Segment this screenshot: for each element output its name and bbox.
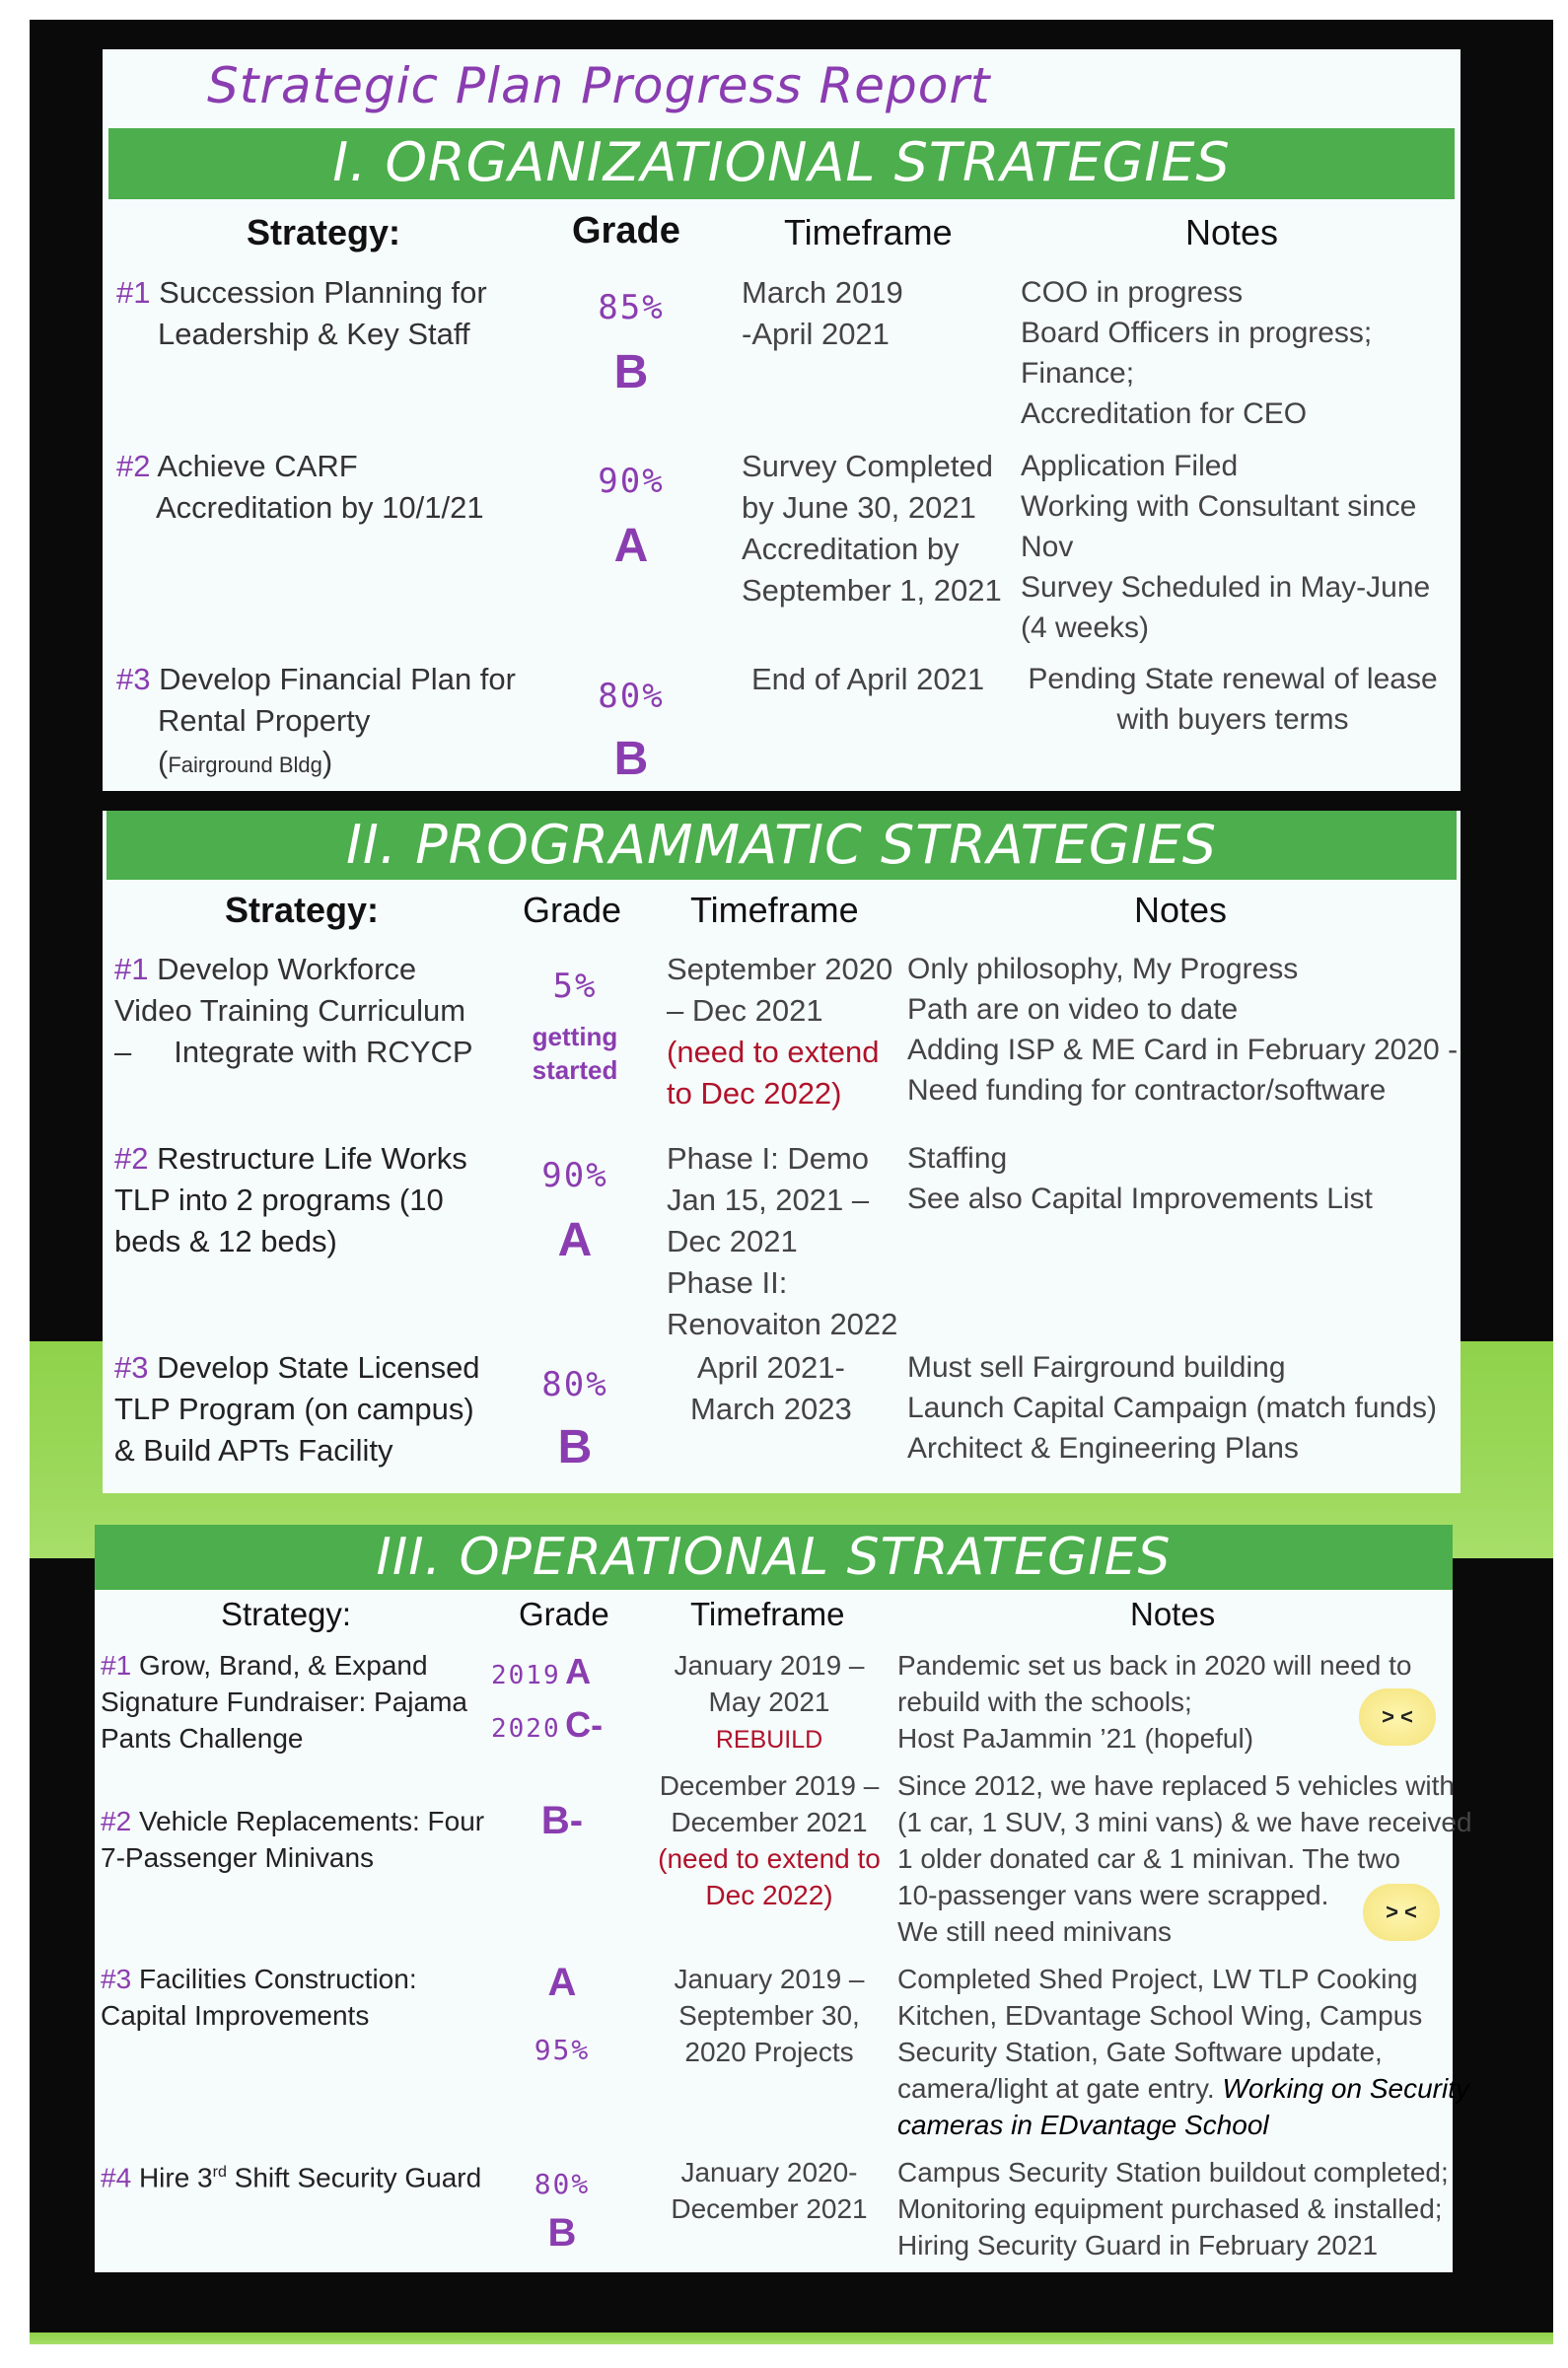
s3-row1-y2: 2020	[491, 1714, 561, 1744]
s2-row3-tf2: March 2023	[690, 1392, 852, 1426]
s1-row2-n4: Survey Scheduled in May-June	[1021, 571, 1431, 604]
s3-row1-n3: Host PaJammin ’21 (hopeful)	[897, 1723, 1254, 1754]
s3-row3-n1: Completed Shed Project, LW TLP Cooking	[897, 1964, 1418, 1994]
s2-row3-n3: Architect & Engineering Plans	[907, 1432, 1299, 1465]
s1-row3-num: #3	[116, 662, 151, 696]
s2-row1-s2: Video Training Curriculum	[114, 993, 466, 1028]
s2-row1-n3: Adding ISP & ME Card in February 2020 -	[907, 1034, 1459, 1066]
s3-row2-tf3: (need to extend to	[658, 1843, 881, 1874]
background-green-strip	[30, 2332, 1553, 2344]
s1-row3-strategy: #3 Develop Financial Plan for Rental Property (Fairground Bldg)	[116, 662, 516, 779]
s3-row2-s2: 7-Passenger Minivans	[101, 1842, 375, 1873]
s1-row1-num: #1	[116, 275, 151, 310]
s1-row2-tf2: by June 30, 2021	[742, 490, 976, 525]
report-title: Strategic Plan Progress Report	[207, 57, 991, 114]
s2-row3-notes	[907, 1347, 1437, 1469]
s1-row2-tf1: Survey Completed	[742, 449, 994, 483]
s2-row2-num: #2	[114, 1141, 149, 1176]
s3-row1-grade-2019	[491, 1651, 591, 1692]
s1-row2-n3: Nov	[1021, 531, 1074, 563]
s1-col-timeframe: Timeframe	[784, 212, 953, 252]
s2-row3-letter: B	[557, 1421, 593, 1473]
s3-row4-n2: Monitoring equipment purchased & installed;	[897, 2193, 1443, 2224]
s2-row3-tf1: April 2021-	[696, 1350, 845, 1385]
s1-row1-notes	[1021, 272, 1372, 434]
s2-row2-s1: Restructure Life Works	[157, 1141, 467, 1176]
s3-row1-num: #1	[101, 1650, 132, 1681]
s2-row3-num: #3	[114, 1350, 149, 1385]
s3-row2-tf2: December 2021	[671, 1807, 868, 1837]
s3-row1-s2: Signature Fundraiser: Pajama	[101, 1686, 467, 1717]
s1-row3-n2: with buyers terms	[1116, 703, 1349, 736]
s3-row1-tf2: May 2021	[708, 1686, 830, 1717]
s1-col-notes: Notes	[1185, 212, 1279, 252]
s3-row3-timeframe	[661, 1961, 878, 2070]
s3-row1-y1: 2019	[491, 1661, 561, 1690]
s2-row1-n2: Path are on video to date	[907, 993, 1239, 1026]
s1-row2-notes	[1021, 446, 1430, 648]
s3-row4-s1b: Shift Security Guard	[226, 2162, 482, 2193]
s2-row2-s3: beds & 12 beds)	[114, 1224, 337, 1258]
s3-row2-strategy	[101, 1803, 484, 1876]
s3-row4-n1: Campus Security Station buildout completed;	[897, 2157, 1449, 2188]
s3-row3-pct: 95%	[534, 2034, 591, 2066]
s3-row2-tf4: Dec 2022)	[705, 1880, 833, 1910]
s2-row1-tf1: September 2020	[667, 952, 893, 986]
s3-row4-timeframe	[661, 2154, 878, 2227]
section3-header: III. OPERATIONAL STRATEGIES	[95, 1525, 1453, 1590]
s3-row3-n5: cameras in EDvantage School	[897, 2110, 1269, 2140]
s3-row2-n1: Since 2012, we have replaced 5 vehicles with	[897, 1770, 1456, 1801]
s3-col-grade: Grade	[519, 1596, 609, 1632]
s2-row1-g1: getting	[532, 1022, 618, 1051]
s2-row3-n1: Must sell Fairground building	[907, 1351, 1286, 1384]
s3-row1-n1: Pandemic set us back in 2020 will need to	[897, 1650, 1412, 1681]
s3-row4-s1a: Hire 3	[138, 2162, 213, 2193]
s3-row1-tf3: REBUILD	[715, 1726, 823, 1754]
s3-row3-num: #3	[101, 1964, 132, 1994]
s2-row1-tf3: (need to extend	[667, 1035, 880, 1069]
s3-row2-emoji: > <	[1363, 1884, 1440, 1941]
s2-row1-s1: Develop Workforce	[157, 952, 417, 986]
s2-row2-s2: TLP into 2 programs (10	[114, 1183, 444, 1217]
s2-row3-strategy	[114, 1347, 480, 1471]
s1-row2-line1: Achieve CARF	[157, 449, 358, 483]
s1-row2-letter: A	[613, 520, 649, 572]
s1-col-grade: Grade	[572, 210, 680, 251]
s2-row3-pct: 80%	[541, 1365, 608, 1404]
s2-row1-n1: Only philosophy, My Progress	[907, 953, 1299, 985]
s1-row2-line2: Accreditation by 10/1/21	[156, 490, 484, 525]
s3-row3-n2: Kitchen, EDvantage School Wing, Campus	[897, 2000, 1423, 2031]
s2-row2-tf3: Dec 2021	[667, 1224, 798, 1258]
s3-row4-tf2: December 2021	[671, 2193, 868, 2224]
s1-row1-timeframe	[742, 272, 903, 355]
s3-row3-tf1: January 2019 –	[674, 1964, 865, 1994]
s3-row2-n5: We still need minivans	[897, 1916, 1173, 1947]
s3-row3-strategy	[101, 1961, 417, 2034]
s2-row2-notes	[907, 1138, 1373, 1219]
s2-row1-tf2: – Dec 2021	[667, 993, 823, 1028]
s3-row1-grade-2020	[491, 1704, 603, 1746]
s1-col-strategy: Strategy:	[247, 212, 401, 252]
s3-row4-n3: Hiring Security Guard in February 2021	[897, 2230, 1379, 2260]
s2-col-strategy: Strategy:	[225, 890, 380, 930]
s3-row1-tf1: January 2019 –	[674, 1650, 865, 1681]
s1-row1-line1: Succession Planning for	[159, 275, 487, 310]
s1-row1-line2: Leadership & Key Staff	[158, 317, 470, 351]
s1-row1-n4: Accreditation for CEO	[1021, 397, 1308, 430]
s3-row4-pct: 80%	[534, 2168, 591, 2200]
s3-row2-letter: B-	[540, 1799, 584, 1842]
s2-row3-s3: & Build APTs Facility	[114, 1433, 393, 1468]
s2-row1-s3: – Integrate with RCYCP	[114, 1035, 473, 1069]
s2-row3-s1: Develop State Licensed	[157, 1350, 480, 1385]
s3-row3-tf3: 2020 Projects	[684, 2037, 854, 2067]
s2-row1-notes	[907, 949, 1458, 1111]
s2-row1-strategy	[114, 949, 473, 1073]
s2-col-timeframe: Timeframe	[690, 890, 859, 930]
s1-row2-timeframe	[742, 446, 1002, 611]
s2-row1-n4: Need funding for contractor/software	[907, 1074, 1387, 1107]
s3-row4-tf1: January 2020-	[680, 2157, 858, 2188]
s1-row3-notes	[1026, 659, 1440, 740]
s2-row2-pct: 90%	[541, 1156, 608, 1195]
s2-row1-tf4: to Dec 2022)	[667, 1076, 842, 1111]
s1-row1-n1: COO in progress	[1021, 276, 1244, 309]
s2-row2-strategy	[114, 1138, 467, 1262]
s3-row3-n4b: Working on Security	[1222, 2073, 1469, 2104]
s1-row3-timeframe	[751, 659, 984, 700]
s1-row2-n5: (4 weeks)	[1021, 611, 1150, 644]
s1-row2-n1: Application Filed	[1021, 450, 1239, 482]
s2-col-grade: Grade	[523, 890, 622, 930]
s2-row3-timeframe	[690, 1347, 852, 1430]
s3-row3-s1: Facilities Construction:	[138, 1964, 417, 1994]
s2-row1-timeframe	[667, 949, 892, 1114]
s3-row1-s3: Pants Challenge	[101, 1723, 304, 1754]
s1-row3-n1: Pending State renewal of lease	[1028, 663, 1438, 695]
s1-row1-tf2: -April 2021	[742, 317, 890, 351]
s1-row3-line2: Rental Property	[158, 703, 371, 738]
s2-col-notes: Notes	[1134, 890, 1228, 930]
s3-row1-l1: A	[565, 1651, 592, 1691]
s3-row4-letter: B	[547, 2211, 577, 2255]
s2-row1-pct: 5%	[552, 967, 598, 1006]
s2-row3-n2: Launch Capital Campaign (match funds)	[907, 1392, 1437, 1424]
s2-row2-tf5: Renovaiton 2022	[667, 1307, 898, 1341]
s3-row1-notes	[897, 1647, 1411, 1757]
s3-row2-n3: 1 older donated car & 1 minivan. The two	[897, 1843, 1401, 1874]
s1-row3-letter: B	[613, 733, 649, 785]
s3-row2-n2: (1 car, 1 SUV, 3 mini vans) & we have received	[897, 1807, 1472, 1837]
s3-row1-timeframe	[661, 1647, 878, 1758]
s1-row1-tf1: March 2019	[742, 275, 903, 310]
s3-row4-s1sup: rd	[212, 2164, 227, 2181]
s2-row1-grade-text	[516, 1020, 634, 1087]
s1-row2-tf3: Accreditation by	[742, 532, 960, 566]
s2-row2-n1: Staffing	[907, 1142, 1008, 1175]
s1-row1-pct: 85%	[598, 288, 665, 327]
s1-row2-strategy	[116, 446, 484, 529]
s3-row3-n3: Security Station, Gate Software update,	[897, 2037, 1383, 2067]
s2-row2-letter: A	[557, 1214, 593, 1266]
s3-row3-notes	[897, 1961, 1469, 2143]
s3-row1-l2: C-	[565, 1704, 604, 1745]
s2-row3-s2: TLP Program (on campus)	[114, 1392, 474, 1426]
s3-col-notes: Notes	[1130, 1596, 1216, 1632]
s1-row3-pct: 80%	[598, 677, 665, 716]
s3-row3-s2: Capital Improvements	[101, 2000, 370, 2031]
s2-row2-tf4: Phase II:	[667, 1265, 788, 1300]
s1-row2-tf4: September 1, 2021	[742, 573, 1002, 608]
s3-row2-n4: 10-passenger vans were scrapped.	[897, 1880, 1329, 1910]
s3-row1-emoji: > <	[1359, 1688, 1436, 1746]
s3-row4-num: #4	[101, 2162, 132, 2193]
s3-col-timeframe: Timeframe	[690, 1596, 845, 1632]
s1-row3-line3: Fairground Bldg	[168, 753, 322, 777]
s1-row1-strategy	[116, 272, 487, 355]
s3-row2-s1: Vehicle Replacements: Four	[138, 1806, 485, 1836]
s3-row2-timeframe	[651, 1767, 888, 1913]
s1-row2-n2: Working with Consultant since	[1021, 490, 1417, 523]
s1-row1-letter: B	[613, 346, 649, 398]
s3-row2-tf1: December 2019 –	[659, 1770, 880, 1801]
s1-row1-n3: Finance;	[1021, 357, 1135, 390]
s2-row2-tf1: Phase I: Demo	[667, 1141, 870, 1176]
s2-row2-tf2: Jan 15, 2021 –	[667, 1183, 870, 1217]
s1-row3-line1: Develop Financial Plan for	[159, 662, 516, 696]
s2-row2-timeframe	[667, 1138, 897, 1345]
s3-row4-notes	[897, 2154, 1449, 2263]
s3-row4-strategy	[101, 2154, 481, 2195]
s3-row2-num: #2	[101, 1806, 132, 1836]
s3-col-strategy: Strategy:	[221, 1596, 352, 1632]
s3-row1-n2: rebuild with the schools;	[897, 1686, 1192, 1717]
section1-header: I. ORGANIZATIONAL STRATEGIES	[108, 128, 1455, 199]
s1-row2-num: #2	[116, 449, 151, 483]
s1-row1-n2: Board Officers in progress;	[1021, 317, 1373, 349]
s3-row3-tf2: September 30,	[678, 2000, 860, 2031]
s1-row2-pct: 90%	[598, 462, 665, 501]
s1-row3-tf1: End of April 2021	[751, 662, 985, 696]
s3-row3-n4a: camera/light at gate entry.	[897, 2073, 1223, 2104]
s2-row1-num: #1	[114, 952, 149, 986]
s2-row2-n2: See also Capital Improvements List	[907, 1183, 1373, 1215]
s3-row3-letter: A	[547, 1961, 577, 2004]
s3-row1-s1: Grow, Brand, & Expand	[138, 1650, 428, 1681]
s3-row1-strategy	[101, 1647, 467, 1757]
section2-header: II. PROGRAMMATIC STRATEGIES	[107, 811, 1457, 880]
s2-row1-g2: started	[532, 1055, 618, 1085]
